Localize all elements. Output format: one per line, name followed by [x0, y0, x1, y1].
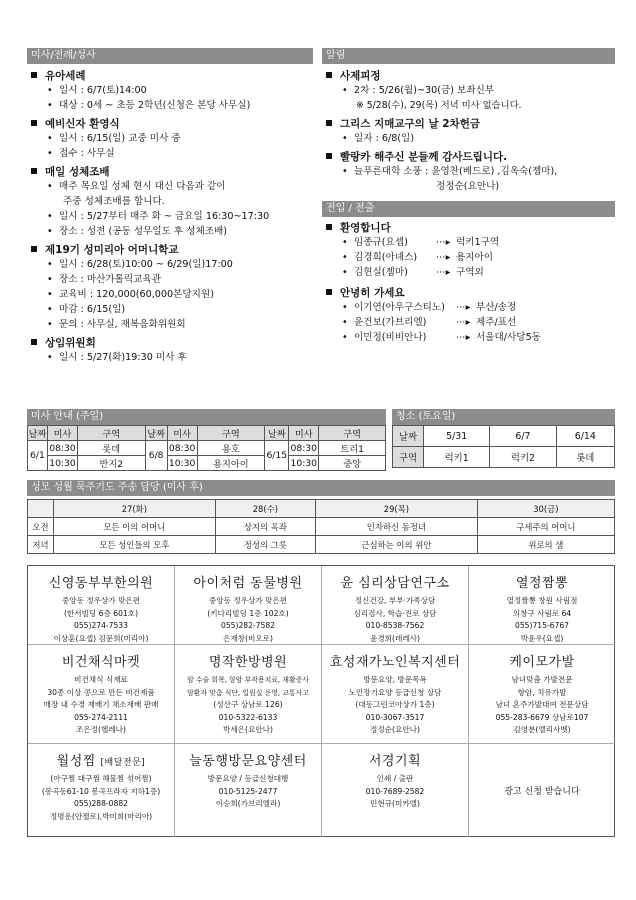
arrow-right-icon: ⋯▸ [456, 332, 471, 343]
list-item: • 접수 : 사무실 [27, 146, 317, 161]
notices-column [322, 67, 616, 194]
arrow-right-icon: ⋯▸ [436, 237, 451, 248]
list-item: • 김현실(젬마) ⋯▸ 구역외 [342, 267, 484, 278]
list-item: • 2차 : 5/26(월)~30(금) 보좌신부 [322, 83, 616, 98]
arrow-right-icon: ⋯▸ [456, 302, 471, 313]
section-header-liturgy: 미사/전례/성사 [27, 48, 313, 64]
section-header-cleaning: 청소 (토요일) [392, 409, 615, 425]
list-item-continued: 정정순(요안나) [436, 181, 500, 192]
list-item: • 매주 목요일 성체 현시 대신 다음과 같이 [27, 179, 317, 194]
list-item: • 늘푸른대학 소풍 : 윤영찬(베드로) ,김옥숙(젬마), [322, 164, 616, 179]
list-item: • 일시 : 5/27(화)19:30 미사 후 [27, 350, 317, 365]
heading-welcome: 환영합니다 [322, 219, 616, 235]
list-item: • 윤건보(가브리엘) ⋯▸ 제주/표선 [342, 317, 517, 328]
heading-catechumen-welcome: 예비신자 환영식 [27, 115, 317, 131]
ad-card: 윤 심리상담연구소 정신건강, 부부·가족상담 심리검사, 학습·진로 상담 010-8538-7562 윤경희(데레사) [322, 566, 469, 645]
cleaning-table: 날짜 5/31 6/7 6/14 구역 럭키1 럭키2 롯데 [392, 425, 615, 468]
list-item-continued: 주중 성체조배를 합니다. [63, 196, 165, 207]
transfer-column [322, 219, 616, 345]
list-item: • 이민정(비비안나) ⋯▸ 서울대/사당5동 [342, 332, 541, 343]
section-header-notices: 알림 [322, 48, 615, 64]
ad-card: 효성재가노인복지센터 방문요양, 방문목욕 노인장기요양 등급신청 상담 (대동그린코아상가 1층) 010-3067-3517 정정순(요안나) [322, 645, 469, 744]
heading-mothers-school: 제19기 성미리아 어머니학교 [27, 241, 317, 257]
section-header-transfer: 전입 / 전출 [322, 201, 615, 217]
list-item: • 문의 : 사무실, 재복음화위원회 [27, 317, 317, 332]
heading-second-collection: 그리스 지매교구의 날 2차헌금 [322, 115, 616, 131]
section-header-mass: 미사 안내 (주일) [27, 409, 386, 425]
list-item: • 이기연(아우구스티노) ⋯▸ 부산/송정 [342, 302, 517, 313]
ad-grid [27, 565, 615, 837]
ad-card: 서경기획 인쇄 / 출판 010-7689-2582 민현규(미카엘) [322, 744, 469, 837]
ad-card: 케이모가발 남녀맞춤 가발전문 항암, 치유가발 남녀 혼주가발대여 전문상담 055-283-6679 상남로107 김영분(엘리사벳) [469, 645, 615, 744]
ad-card: 월성찜 [배달전문] (아구찜 대구찜 해물찜 섞어찜) (봉곡동61-10 봉곡프라자 지하1층) 055)288-0882 정명운(안젤로),박미희(마리아) [28, 744, 175, 837]
list-item: • 일시 : 6/28(토)10:00 ~ 6/29(일)17:00 [27, 257, 317, 272]
list-item: • 일시 : 6/15(일) 교중 미사 중 [27, 131, 317, 146]
arrow-right-icon: ⋯▸ [456, 317, 471, 328]
list-item: • 김경희(아녜스) ⋯▸ 용지아이 [342, 252, 494, 263]
section-header-rosary: 성모 성월 묵주기도 주송 담당 (미사 후) [27, 480, 615, 496]
list-item: • 장소 : 성전 (공동 성무일도 후 성체조배) [27, 224, 317, 239]
notice-note: ※ 5/28(수), 29(목) 저녁 미사 없습니다. [356, 100, 522, 111]
ad-card: 비건채식마켓 비건채식 식재료 30종 이상 콩으로 만든 비건제품 매장 내 수경 재배기 채소재배 판매 055-274-2111 조은정(헬레나) [28, 645, 175, 744]
ad-card: 명작한방병원 암 수술 회복, 항암 부작용치료, 재활증사 암환자 맞춤 식단, 입원실 운영, 교통사고 (성산구 상남로 126) 010-5322-6133 박세은(요안나) [175, 645, 322, 744]
list-item: • 일자 : 6/8(일) [322, 131, 616, 146]
heading-infant-baptism: 유아세례 [27, 67, 317, 83]
heading-daily-adoration: 매일 성체조배 [27, 163, 317, 179]
mass-table: 날짜 미사 구역 날짜 미사 구역 날짜 미사 구역 6/1 08:30 롯데 6/8 08:30 용호 6/15 08:30 트리1 10:30 반지2 10:30 용지아이 10:30 중앙 [27, 425, 386, 471]
heading-priest-retreat: 사제피정 [322, 67, 616, 83]
list-item: • 대상 : 0세 ~ 초등 2학년(신청은 본당 사무실) [27, 98, 317, 113]
ad-card: 열정짬뽕 열정짬뽕 창원 사림점 의창구 사림로 64 055)715-6767 박윤우(요셉) [469, 566, 615, 645]
heading-standing-committee: 상임위원회 [27, 334, 317, 350]
heading-thanks: 빨랑카 해주신 분들께 감사드립니다. [322, 148, 616, 164]
ad-card: 아이처럼 동물병원 중앙동 정우상가 맞은편 (키다리빌딩 1층 102호) 055)282-7582 은재창(비오로) [175, 566, 322, 645]
list-item: • 임종규(요셉) ⋯▸ 럭키1구역 [342, 237, 500, 248]
list-item: • 일시 : 6/7(토)14:00 [27, 83, 317, 98]
list-item: • 일시 : 5/27부터 매주 화 ~ 금요일 16:30~17:30 [27, 209, 317, 224]
ad-card: 신영동부부한의원 중앙동 정우상가 맞은편 (한서빌딩 6층 601호) 055)274-7533 이상훈(요셉) 김문희(미리아) [28, 566, 175, 645]
rosary-table: 27(화) 28(수) 29(목) 30(금) 오전 모든 이의 어머니 상지의 옥좌 인자하신 동정녀 구세주의 어머니 저녁 모든 성인들의 모후 정성의 그릇 근심하는 이의 위안 위로의 샘 [27, 499, 615, 554]
liturgy-column [27, 67, 317, 365]
arrow-right-icon: ⋯▸ [436, 267, 451, 278]
list-item: • 교육비 : 120,000(60,000본당지원) [27, 287, 317, 302]
list-item: • 마감 : 6/15(일) [27, 302, 317, 317]
arrow-right-icon: ⋯▸ [436, 252, 451, 263]
list-item: • 장소 : 마산가톨릭교육관 [27, 272, 317, 287]
ad-card: 늘동행방문요양센터 방문요양 / 등급신청대행 010-5125-2477 이승희(가브리엘라) [175, 744, 322, 837]
ad-card-placeholder: 광고 신청 받습니다 [504, 787, 580, 797]
heading-farewell: 안녕히 가세요 [322, 284, 616, 300]
